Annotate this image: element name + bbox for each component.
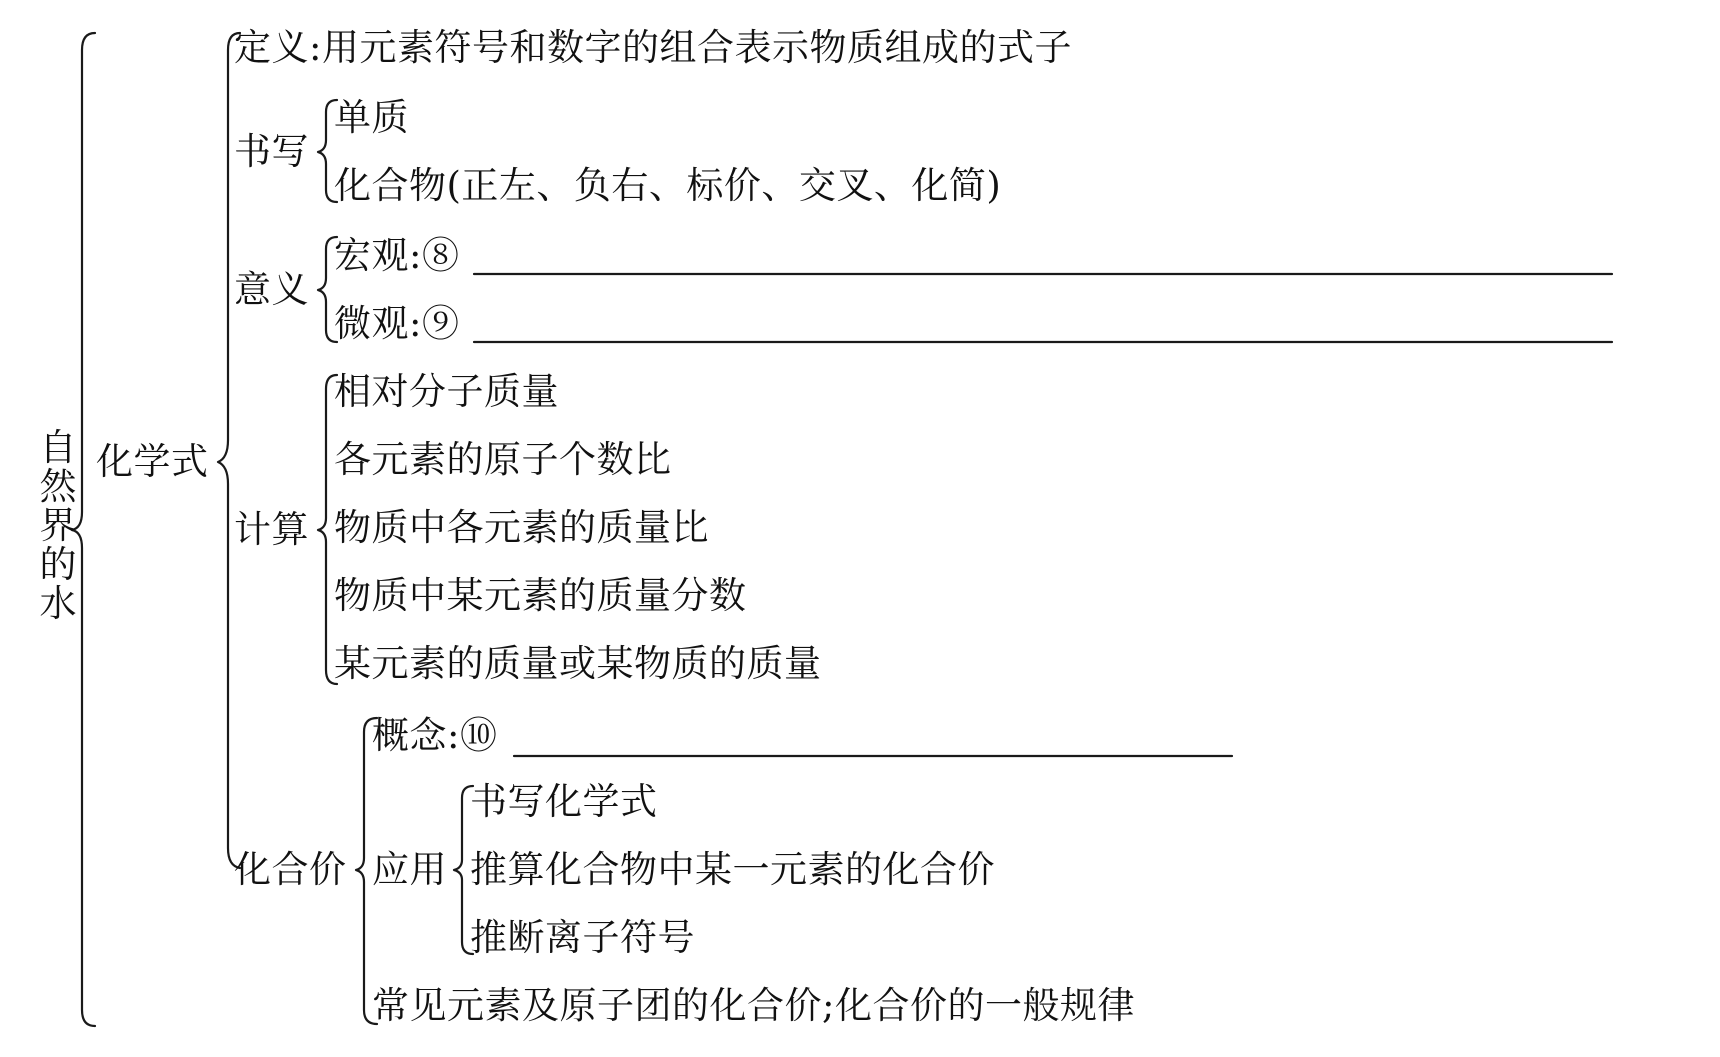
root-char: 自 [39,426,77,469]
jisuan-item: 某元素的质量或某物质的质量 [334,642,822,685]
jisuan-item: 各元素的原子个数比 [334,438,672,481]
jisuan-item: 物质中各元素的质量比 [334,506,709,549]
jisuan-item: 物质中某元素的质量分数 [334,574,747,617]
root-char: 界 [39,504,77,547]
jisuan-item: 相对分子质量 [334,370,559,413]
yiyi-item: 宏观:⑧ [334,234,460,277]
node-huahejia: 化合价 [234,848,347,891]
yingyong-item: 推算化合物中某一元素的化合价 [470,848,995,891]
shuxie-item: 化合物(正左、负右、标价、交叉、化简) [334,164,1002,207]
huahejia-gainian: 概念:⑩ [372,714,498,757]
root-char: 水 [39,582,77,625]
yingyong-item: 书写化学式 [470,780,658,823]
shuxie-item: 单质 [334,96,409,139]
root-char: 的 [39,543,77,586]
node-huaxueshi: 化学式 [96,440,209,483]
root-label [36,428,80,623]
node-jisuan: 计算 [234,508,309,551]
node-yiyi: 意义 [234,268,309,311]
huahejia-changjian: 常见元素及原子团的化合价;化合价的一般规律 [372,984,1135,1027]
node-yingyong: 应用 [372,848,447,891]
yingyong-item: 推断离子符号 [470,916,695,959]
node-shuxie: 书写 [234,130,309,173]
yiyi-item: 微观:⑨ [334,302,460,345]
node-dingyi: 定义:用元素符号和数字的组合表示物质组成的式子 [234,26,1072,69]
root-char: 然 [39,465,77,508]
